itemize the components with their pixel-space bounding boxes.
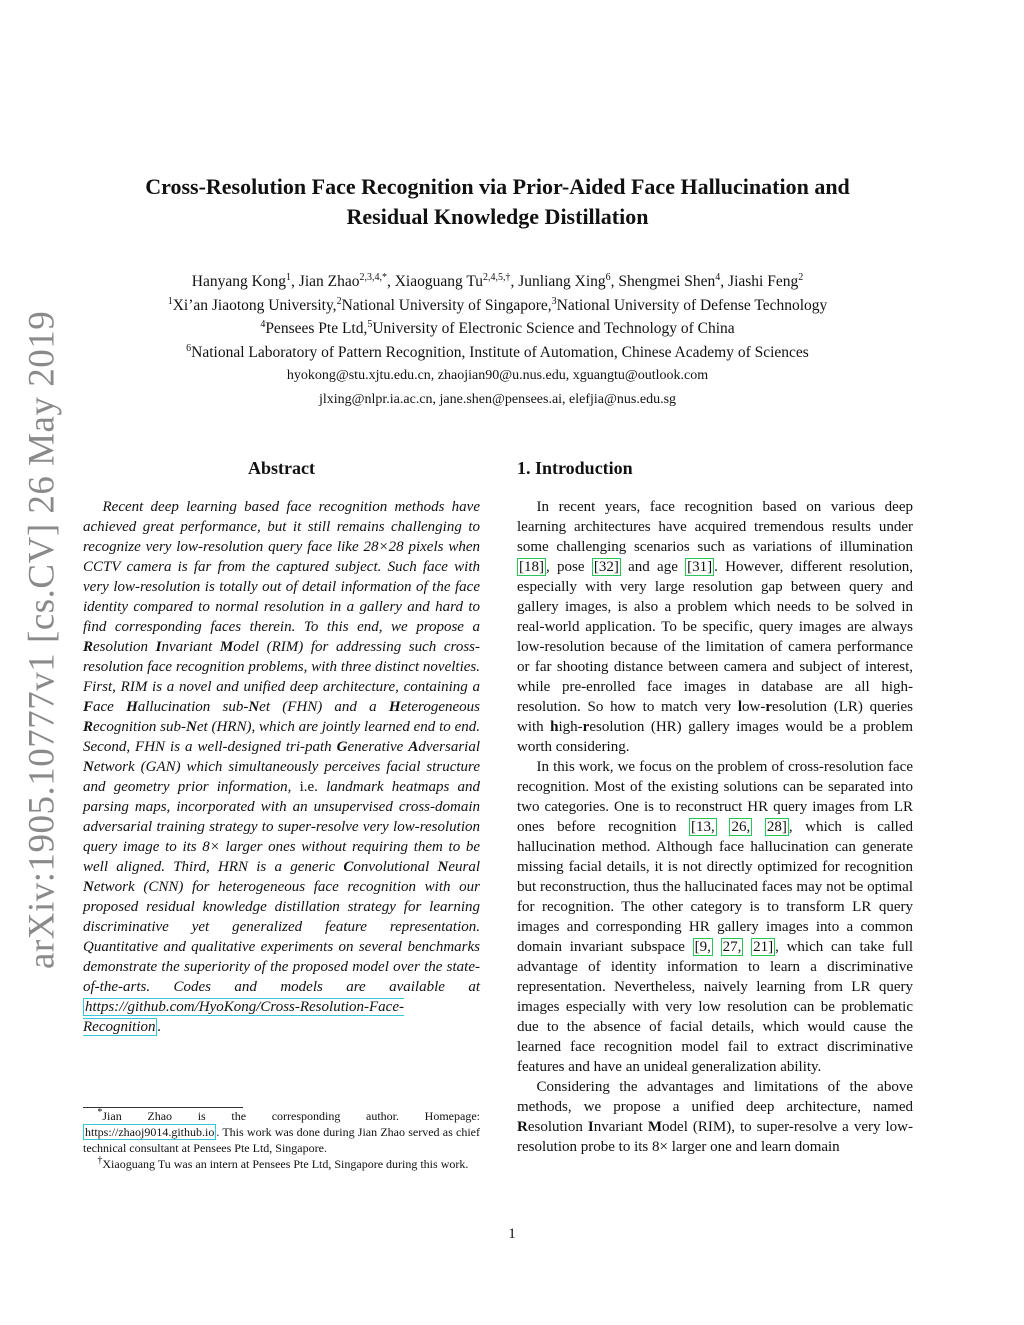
- abstract-text: et (FHN) and a: [259, 699, 389, 715]
- title-line-1: Cross-Resolution Face Recognition via Prior-Aided Face Hallucination and: [145, 174, 850, 199]
- intro-text: ow-: [742, 699, 766, 715]
- acronym-letter: r: [765, 699, 773, 715]
- abstract-text: .: [157, 1019, 162, 1035]
- citation-link[interactable]: [32]: [593, 559, 619, 575]
- acronym-letter: N: [248, 699, 260, 715]
- affiliation-mark: 2: [336, 295, 342, 307]
- intro-text: , which is called hallucination method. Although face hallucination can generate missing facial details, it is not directly optimized for recognition but reconstruction, thus the hallucinated faces may not be optimal for recognition. The other category is to transform LR query images and corresponding HR gallery images into a common domain invariant subspace: [517, 819, 914, 955]
- acronym-letter: C: [343, 859, 354, 875]
- acronym-letter: M: [219, 639, 234, 655]
- citation-link[interactable]: [9,: [694, 939, 711, 955]
- abstract-text: etwork (GAN) which simultaneously perceives facial structure and geometry prior information,: [83, 759, 480, 795]
- author-name: , Jian Zhao: [291, 273, 360, 290]
- author-name: , Jiashi Feng: [720, 273, 799, 290]
- author-affiliation-mark: 6: [605, 271, 611, 283]
- author-affiliation-mark: 4: [715, 271, 721, 283]
- footnotes: [83, 1108, 480, 1172]
- footnote-mark: *: [97, 1107, 103, 1118]
- author-list: [90, 270, 905, 294]
- citation-link[interactable]: [18]: [519, 559, 544, 575]
- intro-text: , which can take full advantage of identity information to learn a discriminative representation. Nevertheless, naively learning from LR query images especially with very low resolution can be problematic due to the absence of facial details, which would cause the learned face recognition model fail to extract discriminative features and have an unideal generalization ability.: [517, 939, 914, 1075]
- citation-link[interactable]: [31]: [687, 559, 713, 575]
- abstract-text: ecognition sub-: [93, 719, 186, 735]
- acronym-letter: A: [408, 739, 419, 755]
- footnote-mark: †: [97, 1155, 103, 1166]
- abstract-text: onvolutional: [353, 859, 438, 875]
- acronym-letter: N: [437, 859, 449, 875]
- left-column: [83, 455, 480, 1037]
- page-number: 1: [508, 1226, 516, 1242]
- author-affiliation-mark: 1: [286, 271, 292, 283]
- affiliation-text: Pensees Pte Ltd,: [265, 320, 368, 337]
- abstract-text: ace: [93, 699, 127, 715]
- footnote-text: Jian Zhao is the corresponding author. Homepage:: [102, 1109, 480, 1123]
- abstract-text: Recent deep learning based face recognition methods have achieved great performance, but it still remains challenging to recognize very low-resolution query face like 28×28 pixels when CCTV camera is far from the captured subject. Such face with very low-resolution is totally out of detail information of the face identity compared to normal resolution in a gallery and hard to find corresponding faces therein. To this end, we propose a: [83, 499, 480, 635]
- acronym-letter: I: [155, 639, 162, 655]
- intro-paragraph: [517, 1077, 913, 1157]
- paper-title: [90, 172, 905, 232]
- footnote: [83, 1108, 480, 1156]
- abstract-text: enerative: [347, 739, 409, 755]
- acronym-letter: R: [83, 639, 94, 655]
- author-affiliation-mark: 2,3,4,*: [359, 271, 387, 283]
- intro-text: odel (RIM), to super-resolve a very low-resolution probe to its 8× larger one and learn domain: [517, 1119, 913, 1155]
- intro-paragraph: [517, 497, 913, 757]
- right-column: [517, 455, 913, 1157]
- affiliation-mark: 3: [551, 295, 557, 307]
- author-block: [90, 270, 905, 411]
- acronym-letter: R: [517, 1119, 528, 1135]
- acronym-letter: F: [83, 699, 94, 715]
- intro-text: In recent years, face recognition based on various deep learning architectures have acquired tremendous results under some challenging scenarios such as variations of illumination: [517, 499, 913, 555]
- acronym-letter: G: [336, 739, 348, 755]
- citation-link[interactable]: 27,: [722, 939, 742, 955]
- citation-link[interactable]: 21]: [753, 939, 774, 955]
- footnote: [83, 1156, 480, 1172]
- author-name: , Shengmei Shen: [610, 273, 716, 290]
- citation-link[interactable]: [13,: [691, 819, 715, 835]
- affiliation-text: University of Electronic Science and Technology of China: [372, 320, 735, 337]
- intro-paragraph: [517, 757, 913, 1077]
- abstract-text: i.e.: [299, 779, 318, 795]
- affiliation-text: National University of Singapore,: [341, 296, 552, 314]
- affiliation-mark: 6: [186, 342, 192, 354]
- intro-text: Considering the advantages and limitations of the above methods, we propose a unified deep architecture, named: [517, 1079, 913, 1115]
- affiliation-line: [90, 317, 905, 341]
- abstract-text: landmark heatmaps and parsing maps, incorporated with an unsupervised cross-domain adversarial training strategy to super-resolve very low-resolution query image to its 8× larger ones without requiring them to be well aligned. Third, HRN is a generic: [83, 779, 480, 875]
- title-line-2: Residual Knowledge Distillation: [346, 204, 649, 229]
- acronym-letter: R: [83, 719, 94, 735]
- abstract-text: dversarial: [418, 739, 480, 755]
- code-repository-link[interactable]: https://github.com/HyoKong/Cross-Resolution-Face-Recognition: [83, 999, 404, 1035]
- intro-text: In this work, we focus on the problem of cross-resolution face recognition. Most of the existing solutions can be separated into two categories. One is to reconstruct HR query images from LR ones before recognition: [517, 759, 913, 835]
- abstract-text: eural: [448, 859, 480, 875]
- intro-text: esolution (HR) gallery images would be a problem worth considering.: [517, 719, 913, 755]
- introduction-heading: 1. Introduction: [517, 458, 633, 478]
- abstract-text: esolution: [93, 639, 156, 655]
- arxiv-identifier: arXiv:1905.10777v1 [cs.CV] 26 May 2019: [21, 310, 63, 970]
- footnote-text: . This work was done during Jian Zhao served as chief technical consultant at Pensees Pte Ltd, Singapore.: [83, 1125, 480, 1155]
- affiliation-text: National Laboratory of Pattern Recognition, Institute of Automation, Chinese Academy of Sciences: [191, 343, 809, 361]
- acronym-letter: l: [737, 699, 743, 715]
- affiliation-text: National University of Defense Technology: [556, 296, 828, 314]
- acronym-letter: H: [388, 699, 401, 715]
- intro-text: and age: [620, 559, 686, 575]
- affiliation-mark: 4: [260, 318, 266, 330]
- acronym-letter: N: [83, 879, 94, 895]
- affiliation-line: [90, 294, 905, 318]
- email-line: jlxing@nlpr.ia.ac.cn, jane.shen@pensees.ai, elefjia@nus.edu.sg: [318, 391, 677, 407]
- abstract-text: odel (RIM) for addressing such cross-resolution face recognition problems, with three distinct novelties. First, RIM is a novel and unified deep architecture, containing a: [83, 639, 481, 695]
- acronym-letter: I: [587, 1119, 594, 1135]
- author-name: , Xiaoguang Tu: [386, 273, 484, 290]
- abstract-text: nvariant: [161, 639, 220, 655]
- intro-text: , pose: [546, 559, 592, 575]
- intro-text: nvariant: [593, 1119, 648, 1135]
- intro-text: esolution (LR) queries with: [517, 699, 913, 735]
- abstract-text: allucination sub-: [137, 699, 249, 715]
- citation-link[interactable]: 28]: [766, 819, 787, 835]
- author-name: , Junliang Xing: [510, 273, 606, 290]
- abstract-text: et (HRN), which are jointly learned end to end. Second, FHN is a well-designed tri-path: [83, 719, 481, 755]
- affiliation-text: Xi’an Jiaotong University,: [172, 296, 337, 314]
- citation-link[interactable]: 26,: [731, 819, 751, 835]
- email-line: hyokong@stu.xjtu.edu.cn, zhaojian90@u.nus.edu, xguangtu@outlook.com: [286, 368, 709, 383]
- abstract-text: eterogeneous: [400, 699, 480, 715]
- acronym-letter: H: [126, 699, 138, 715]
- author-affiliation-mark: 2: [798, 271, 804, 283]
- acronym-letter: h: [550, 719, 559, 735]
- acronym-letter: N: [83, 759, 94, 775]
- acronym-letter: r: [582, 719, 590, 735]
- abstract-heading: Abstract: [248, 458, 315, 478]
- intro-text: . However, different resolution, especially with very large resolution gap between query and gallery images, is also a problem which needs to be solved in real-world application. To be specific, query images are always low-resolution because of the limitation of camera performance or far shooting distance between camera and subject of interest, while pre-enrolled face images in database are all high-resolution. So how to match very: [517, 559, 914, 715]
- author-affiliation-mark: 2,4,5,†: [483, 271, 511, 283]
- abstract-body: [83, 497, 480, 1037]
- footnote-text: Xiaoguang Tu was an intern at Pensees Pte Ltd, Singapore during this work.: [102, 1157, 469, 1171]
- intro-text: igh-: [558, 719, 583, 735]
- affiliation-line: [90, 341, 905, 365]
- acronym-letter: N: [185, 719, 197, 735]
- intro-text: esolution: [527, 1119, 588, 1135]
- author-name: Hanyang Kong: [191, 273, 287, 290]
- affiliation-mark: 5: [367, 318, 373, 330]
- homepage-link[interactable]: https://zhaoj9014.github.io: [85, 1125, 215, 1139]
- abstract-text: etwork (CNN) for heterogeneous face recognition with our proposed residual knowledge distillation strategy for learning discriminative yet generalized feature representation. Quantitative and qualitative experiments on several benchmarks demonstrate the superiority of the proposed model over the state-of-the-arts. Codes and models are available at: [83, 879, 480, 995]
- affiliation-mark: 1: [167, 295, 173, 307]
- acronym-letter: M: [647, 1119, 663, 1135]
